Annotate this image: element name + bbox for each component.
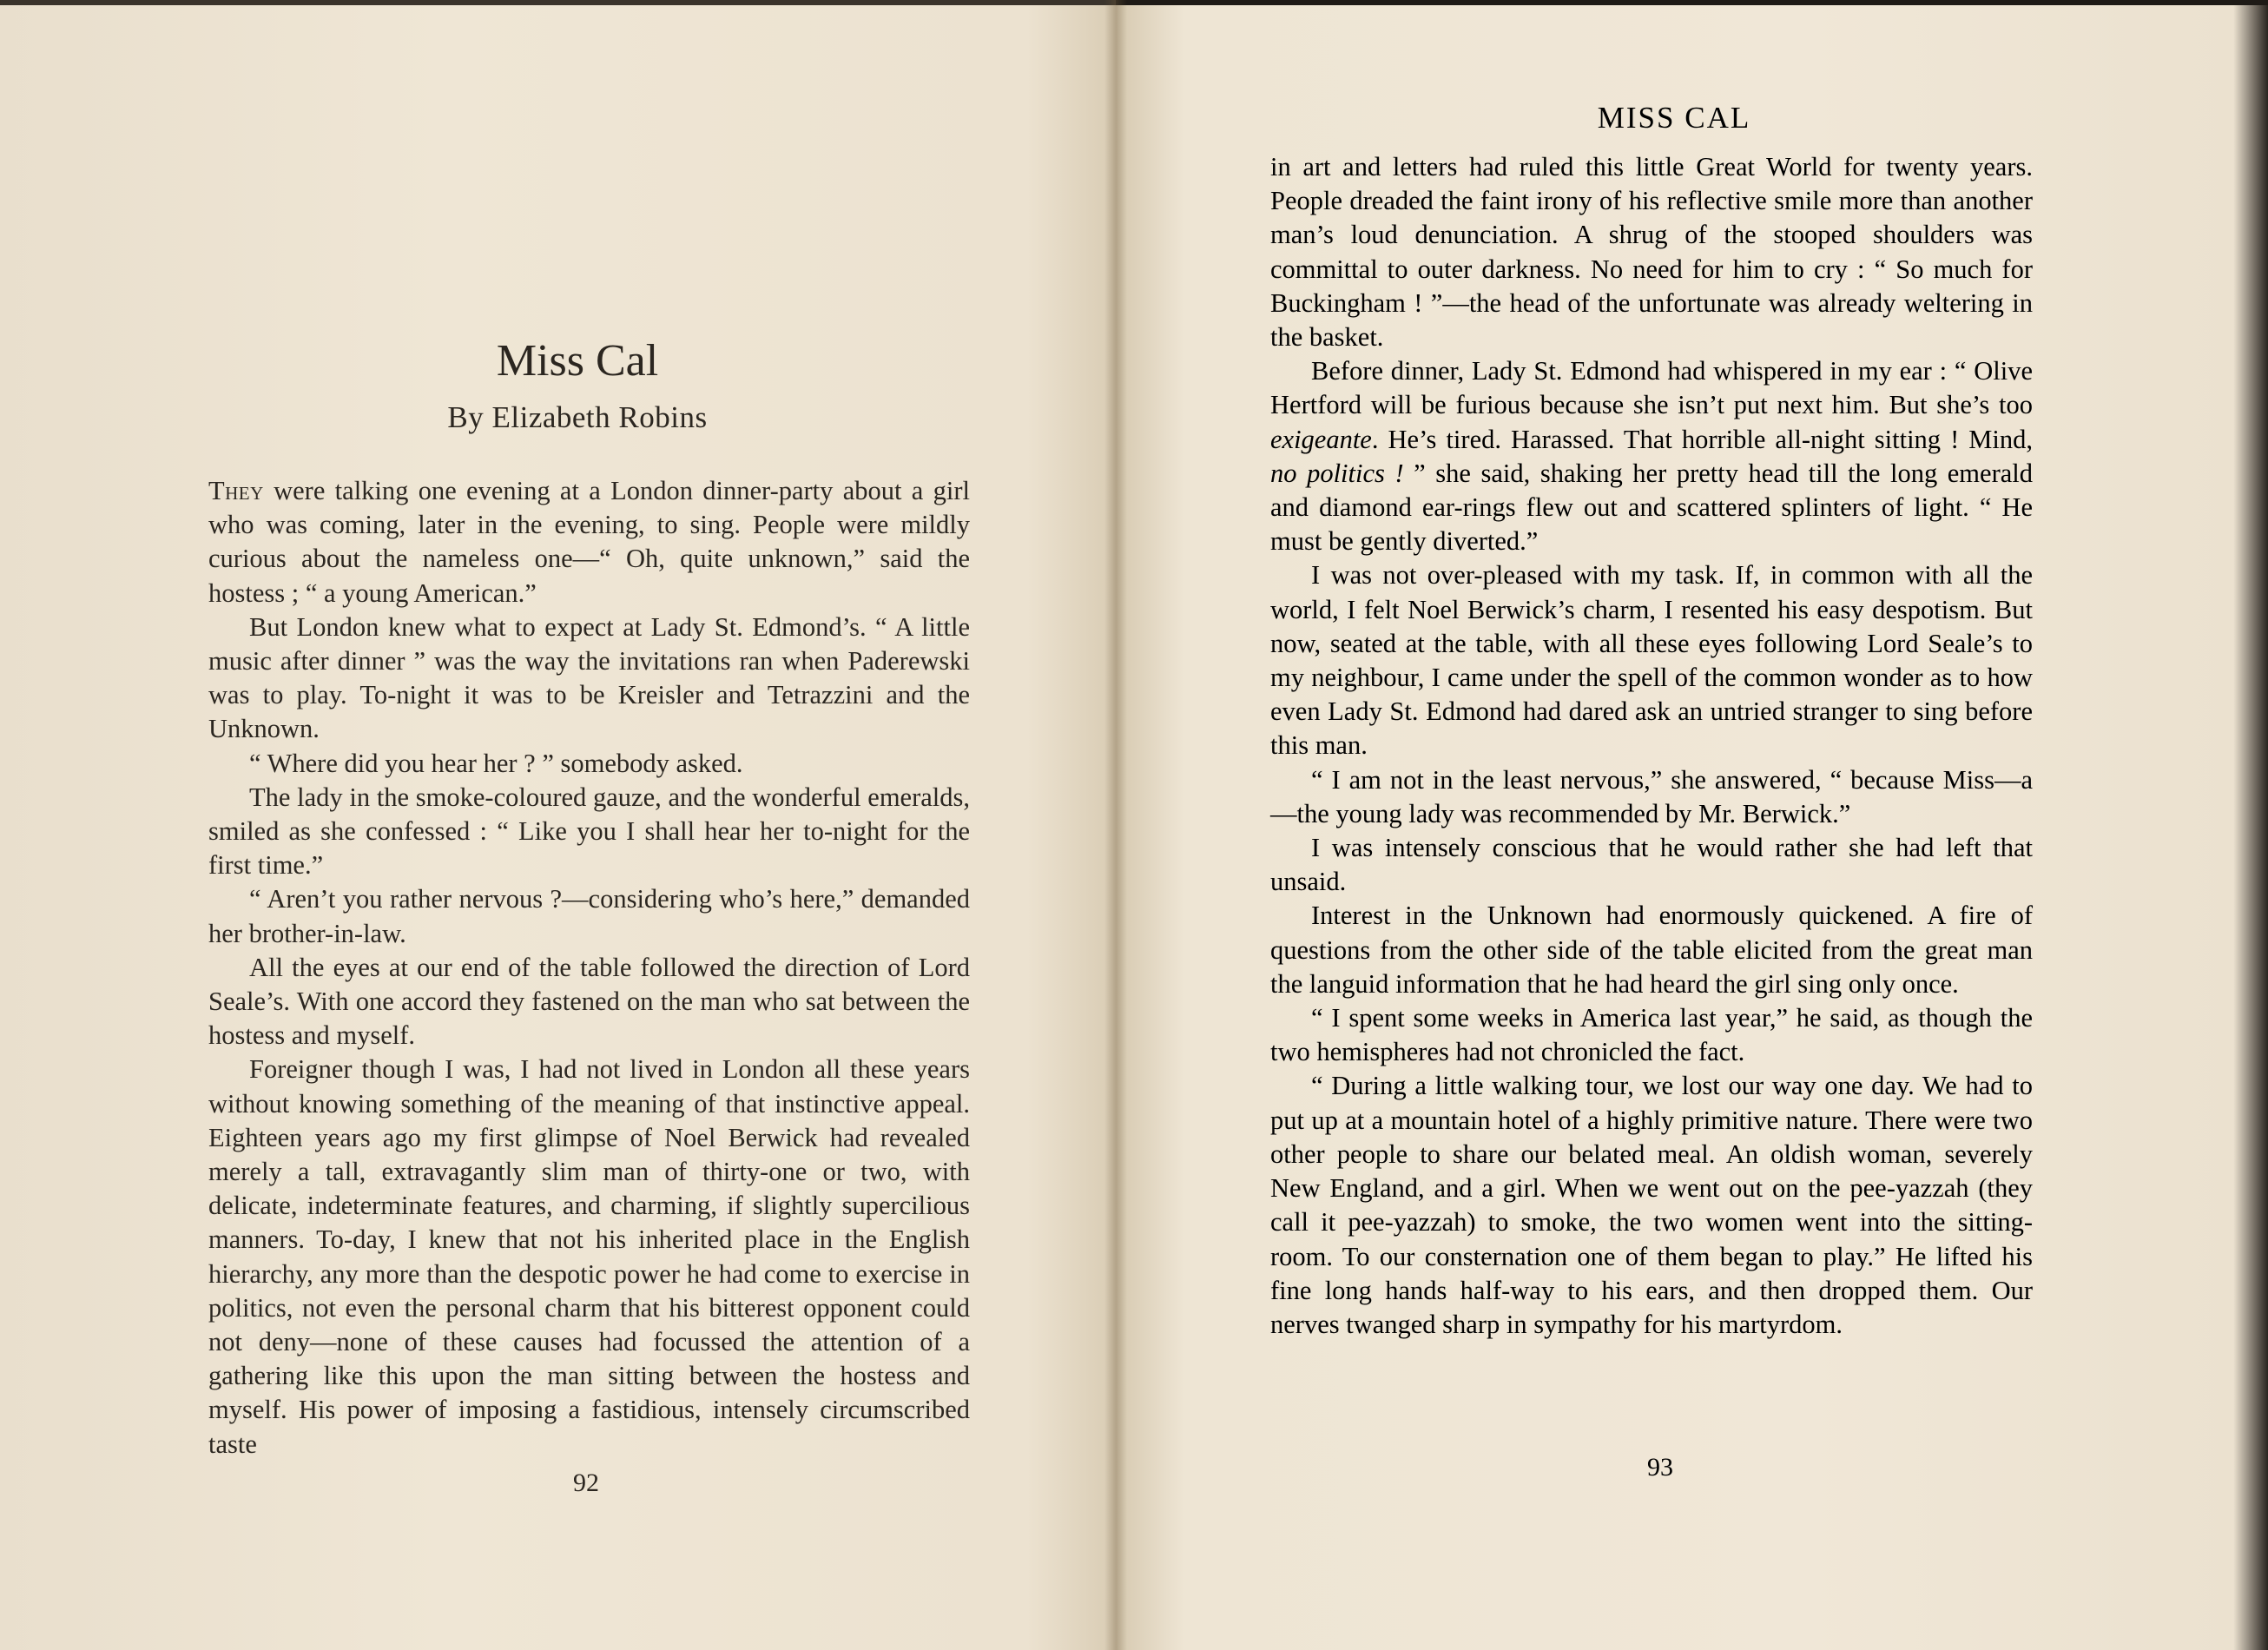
paragraph: “ Aren’t you rather nervous ?—considering who’s here,” demanded her brother-in-law.	[208, 884, 970, 948]
page-number: 93	[1647, 1453, 1673, 1482]
byline: By Elizabeth Robins	[447, 400, 708, 434]
paragraph-text: ” she said, shaking her pretty head till the long emerald and diamond ear-rings flew out and scattered splinters of light. “ He must be gently diverted.”	[1270, 458, 2033, 557]
paragraph: The lady in the smoke-coloured gauze, and the wonderful emeralds, smiled as she confessed : “ Like you I shall hear her to-night for the first time.”	[208, 782, 970, 881]
paragraph-text: were talking one evening at a London dinner-party about a girl who was coming, later in the evening, to sing. People were mildly curious about the nameless one—“ Oh, quite unknown,” said the hostess ; “ a young American.”	[208, 476, 970, 608]
book-gutter	[1104, 0, 1127, 1650]
paragraph: “ I spent some weeks in America last year,” he said, as though the two hemispheres had not chronicled the fact.	[1270, 1003, 2033, 1067]
paragraph: “ Where did you hear her ? ” somebody asked.	[249, 748, 743, 778]
running-head: MISS CAL	[1597, 101, 1751, 135]
paragraph: “ During a little walking tour, we lost our way one day. We had to put up at a mountain hotel of a highly primitive nature. There were two other people to share our belated meal. An oldish woman, severely New England, and a girl. When we went out on the pee-yazzah (they call it pee-yazzah) to smoke, the two women went into the sitting-room. To our consternation one of them began to play.” He lifted his fine long hands half-way to his ears, and then dropped them. Our nerves twanged sharp in sympathy for his martyrdom.	[1270, 1071, 2033, 1339]
paragraph-text: Before dinner, Lady St. Edmond had whispered in my ear : “ Olive Hertford will be furious because she isn’t put next him. But she’s too	[1270, 356, 2033, 420]
paragraph: All the eyes at our end of the table followed the direction of Lord Seale’s. With one accord they fastened on the man who sat between the hostess and myself.	[208, 952, 970, 1051]
lead-smallcaps: They	[208, 476, 264, 505]
paragraph: Interest in the Unknown had enormously quickened. A fire of questions from the other side of the table elicited from the great man the languid information that he had heard the girl sing only once.	[1270, 901, 2033, 999]
right-page-text	[1270, 150, 2033, 1342]
left-page-text	[208, 474, 970, 1462]
page-number: 92	[573, 1468, 599, 1497]
italic-text: no politics !	[1270, 458, 1404, 488]
paragraph-text: . He’s tired. Harassed. That horrible all-night sitting ! Mind,	[1371, 424, 2033, 454]
paragraph	[208, 474, 970, 610]
paragraph: But London knew what to expect at Lady St. Edmond’s. “ A little music after dinner ” was the way the invitations ran when Paderewski was to play. To-night it was to be Kreisler and Tetrazzini and the Unknown.	[208, 611, 970, 744]
paragraph: Foreigner though I was, I had not lived in London all these years without knowing something of the meaning of that instinctive appeal. Eighteen years ago my first glimpse of Noel Berwick had revealed merely a tall, extravagantly slim man of thirty-one or two, with delicate, indeterminate features, and charming, if slightly supercilious manners. To-day, I knew that not his inherited place in the English hierarchy, any more than the despotic power he had come to exercise in politics, not even the personal charm that his bitterest opponent could not deny—none of these causes had focussed the attention of a gathering like this upon the man sitting between the hostess and myself. His power of imposing a fastidious, intensely circumscribed taste	[208, 1054, 970, 1459]
paragraph	[1270, 354, 2033, 558]
paragraph: I was intensely conscious that he would rather she had left that unsaid.	[1270, 833, 2033, 897]
italic-text: exigeante	[1270, 424, 1372, 454]
paragraph: I was not over-pleased with my task. If, in common with all the world, I felt Noel Berwick’s charm, I resented his easy despotism. But now, seated at the table, with all these eyes following Lord Seale’s to my neighbour, I came under the spell of the common wonder as to how even Lady St. Edmond had dared ask an untried stranger to sing before this man.	[1270, 560, 2033, 761]
left-page	[0, 0, 1116, 1650]
paragraph: in art and letters had ruled this little Great World for twenty years. People dreaded the faint irony of his reflective smile more than another man’s loud denunciation. A shrug of the stooped shoulders was committal to outer darkness. No need for him to cry : “ So much for Buckingham ! ”—the head of the unfortunate was already weltering in the basket.	[1270, 152, 2033, 353]
story-title: Miss Cal	[496, 336, 659, 386]
paragraph: “ I am not in the least nervous,” she answered, “ because Miss—a—the young lady was recommended by Mr. Berwick.”	[1270, 764, 2033, 828]
